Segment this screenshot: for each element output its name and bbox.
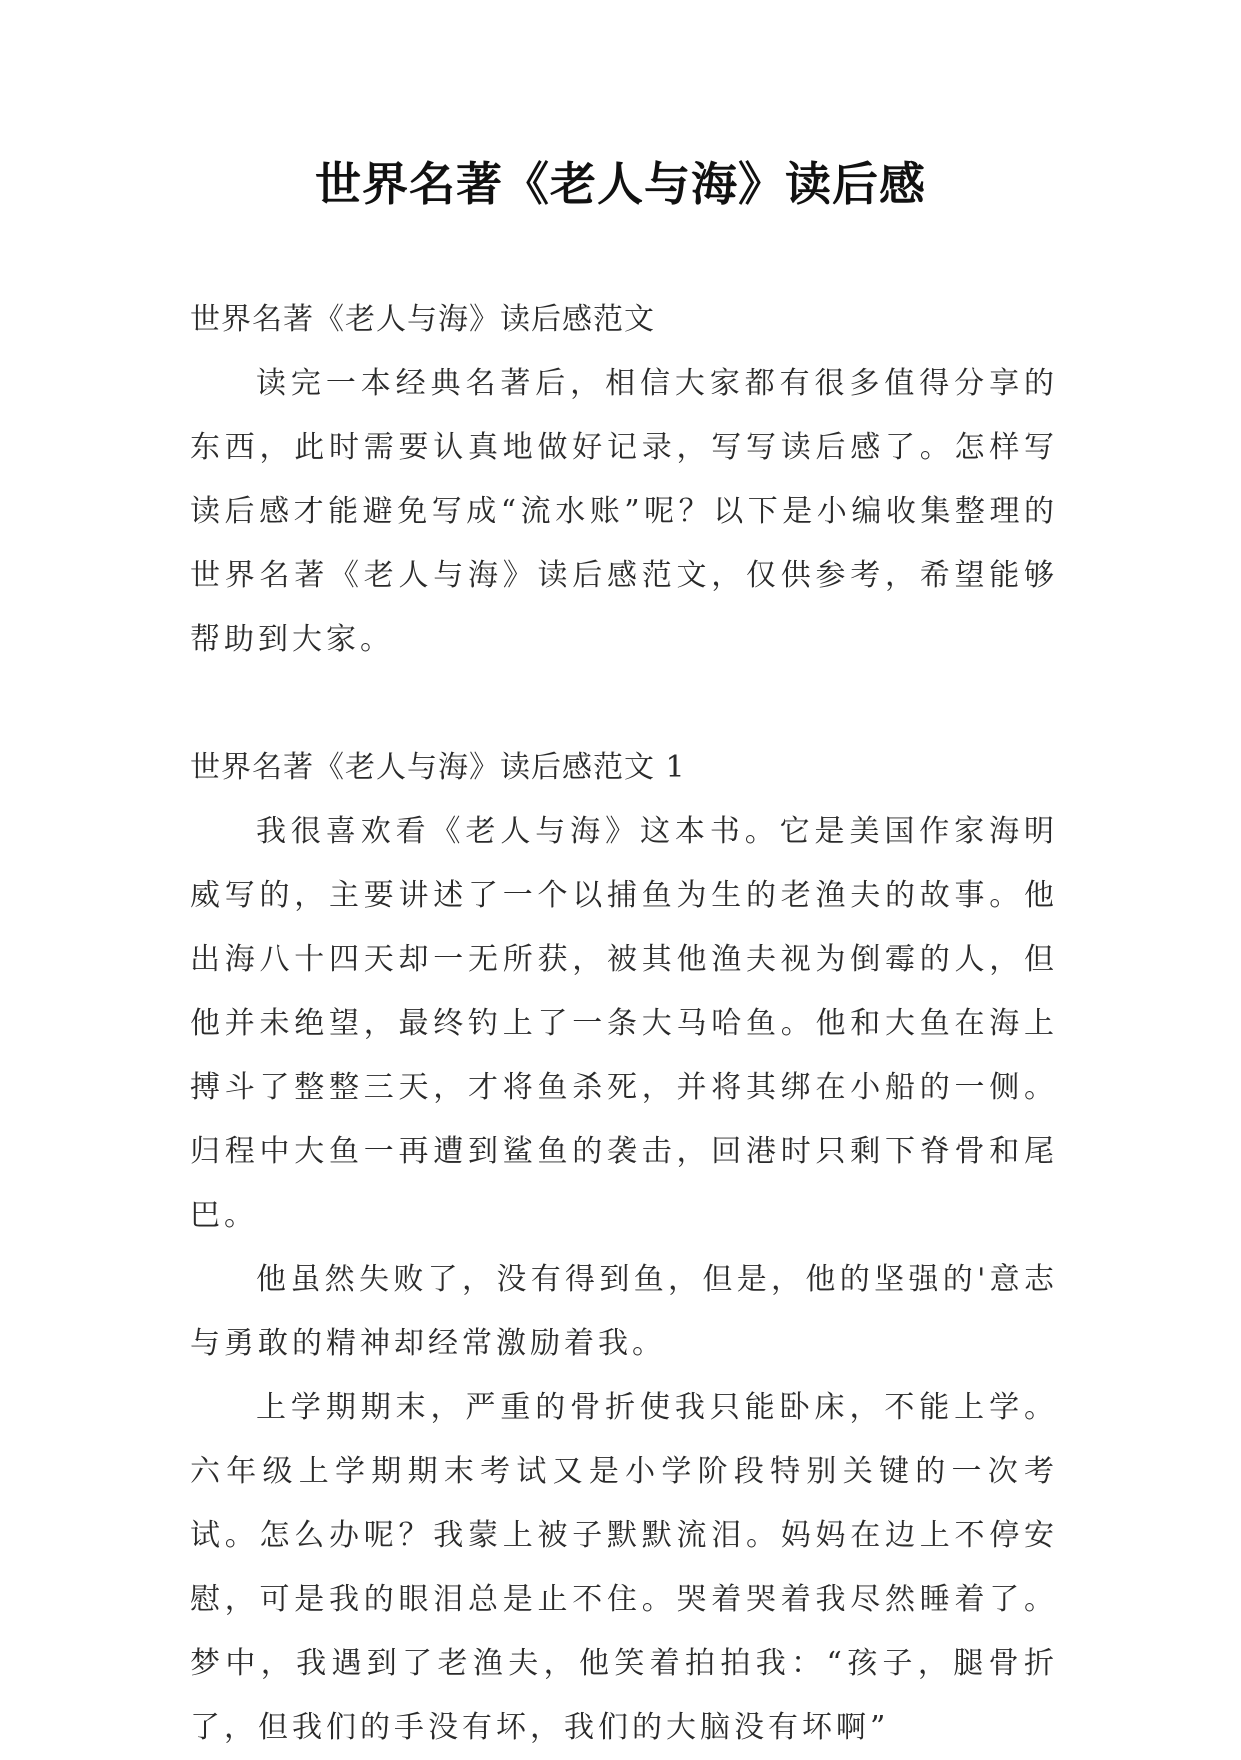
body-paragraph: 上学期期末，严重的骨折使我只能卧床，不能上学。六年级上学期期末考试又是小学阶段特别关键的一次考试。怎么办呢？我蒙上被子默默流泪。妈妈在边上不停安慰，可是我的眼泪总是止不住。哭着哭着我尽然睡着了。梦中，我遇到了老渔夫，他笑着拍拍我：“孩子，腿骨折了，但我们的手没有坏，我们的大脑没有坏啊” [190,1390,1058,1745]
page-title: 世界名著《老人与海》读后感 [315,157,926,211]
document-body [190,288,1058,1760]
section-heading: 世界名著《老人与海》读后感范文 1 [190,750,686,785]
body-paragraph: 读完一本经典名著后，相信大家都有很多值得分享的东西，此时需要认真地做好记录，写写读后感了。怎样写读后感才能避免写成“流水账”呢？以下是小编收集整理的世界名著《老人与海》读后感范文，仅供参考，希望能够帮助到大家。 [190,366,1058,657]
body-paragraph: 他虽然失败了，没有得到鱼，但是，他的坚强的'意志与勇敢的精神却经常激励着我。 [190,1262,1058,1361]
body-paragraph: 我很喜欢看《老人与海》这本书。它是美国作家海明威写的，主要讲述了一个以捕鱼为生的老渔夫的故事。他出海八十四天却一无所获，被其他渔夫视为倒霉的人，但他并未绝望，最终钓上了一条大马哈鱼。他和大鱼在海上搏斗了整整三天，才将鱼杀死，并将其绑在小船的一侧。归程中大鱼一再遭到鲨鱼的袭击，回港时只剩下脊骨和尾巴。 [190,814,1058,1233]
section-heading: 世界名著《老人与海》读后感范文 [190,302,655,337]
